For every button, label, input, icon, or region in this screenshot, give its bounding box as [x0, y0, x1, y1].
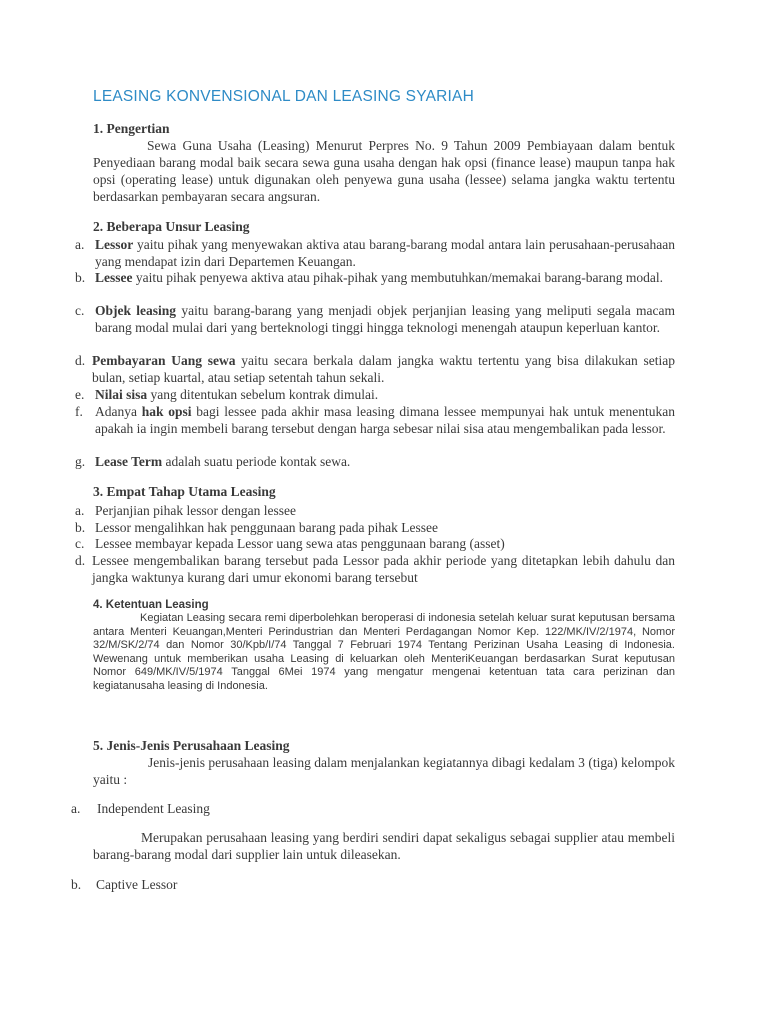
list-item	[75, 269, 675, 286]
list-item	[75, 535, 675, 552]
list-item	[75, 502, 675, 519]
definition: yaitu pihak yang menyewakan aktiva atau barang-barang modal antara lain perusahaan-perusahaan yang mendapat izin dari Departemen Keuangan.	[95, 237, 675, 269]
list-marker: c.	[75, 536, 85, 551]
list-item	[75, 519, 675, 536]
subsection-a-paragraph: Merupakan perusahaan leasing yang berdiri sendiri dapat sekaligus sebagai supplier atau membeli barang-barang modal dari supplier lain untuk dileasekan.	[93, 830, 675, 862]
list-item	[75, 403, 675, 437]
document-title: LEASING KONVENSIONAL DAN LEASING SYARIAH	[93, 88, 474, 105]
list-item	[75, 236, 675, 270]
term: Pembayaran Uang sewa	[92, 353, 236, 368]
section-5-paragraph: Jenis-jenis perusahaan leasing dalam menjalankan kegiatannya dibagi kedalam 3 (tiga) kelompok yaitu :	[93, 755, 675, 787]
list-marker: d.	[75, 553, 86, 568]
list-item	[75, 352, 675, 386]
list-marker: a.	[75, 237, 85, 252]
list-item	[75, 302, 675, 336]
list-marker: b.	[75, 270, 86, 285]
term: Objek leasing	[95, 303, 177, 318]
list-marker: b.	[75, 520, 86, 535]
definition: yaitu secara berkala dalam jangka waktu tertentu yang bisa dilakukan setiap bulan, setiap kuartal, atau setiap setentah tahun sekali.	[92, 353, 675, 385]
prefix: Adanya	[95, 404, 142, 419]
section-5-heading: 5. Jenis-Jenis Perusahaan Leasing	[93, 738, 290, 753]
list-marker: e.	[75, 387, 85, 402]
section-3-heading: 3. Empat Tahap Utama Leasing	[93, 484, 276, 499]
definition: yang ditentukan sebelum kontrak dimulai.	[147, 387, 379, 402]
definition: yaitu pihak penyewa aktiva atau pihak-pihak yang membutuhkan/memakai barang-barang modal.	[132, 270, 663, 285]
list-marker: a.	[71, 801, 81, 816]
subsection-b-label: Captive Lessor	[96, 877, 178, 892]
list-item-text	[95, 269, 675, 286]
list-item-text	[95, 236, 675, 270]
list-item	[75, 386, 675, 403]
subsection-b	[71, 876, 371, 893]
list-item	[75, 552, 675, 586]
section-1-heading: 1. Pengertian	[93, 121, 170, 136]
section-1-paragraph: Sewa Guna Usaha (Leasing) Menurut Perpres No. 9 Tahun 2009 Pembiayaan dalam bentuk Penyediaan barang modal baik secara sewa guna usaha dengan hak opsi (finance lease) maupun tanpa hak opsi (operating lease) untuk digunakan oleh penyewa guna usaha (lessee) selama jangka waktu tertentu berdasarkan pembayaran secara angsuran.	[93, 138, 675, 204]
term: Lessor	[95, 237, 134, 252]
definition: adalah suatu periode kontak sewa.	[162, 454, 351, 469]
definition: bagi lessee pada akhir masa leasing dimana lessee mempunyai hak untuk menentukan apakah ia ingin membeli barang tersebut dengan harga sebesar nilai sisa atau mengembalikan pada lessor.	[95, 404, 676, 436]
list-marker: c.	[75, 303, 85, 318]
list-item-text	[95, 302, 675, 336]
definition: yaitu barang-barang yang menjadi objek perjanjian leasing yang meliputi segala macam barang modal mulai dari yang berteknologi tinggi hingga teknologi menengah ataupun keperluan kantor.	[95, 303, 675, 335]
term: Nilai sisa	[95, 387, 148, 402]
list-item-text	[95, 453, 675, 470]
list-marker: f.	[75, 404, 83, 419]
section-4-paragraph: Kegiatan Leasing secara remi diperbolehkan beroperasi di indonesia setelah keluar surat keputusan bersama antara Menteri Keuangan,Menteri Perindustrian dan Menteri Perdagangan Nomor Kep. 122/MK/IV/2/1974, Nomor 32/M/SK/2/74 dan Nomor 30/Kpb/I/74 Tanggal 7 Februari 1974 Tentang Perizinan Usaha Leasing di Indonesia. Wewenang untuk memberikan usaha Leasing di keluarkan oleh MenteriKeuangan berdasarkan Surat keputusan Nomor 649/MK/IV/5/1974 Tanggal 6Mei 1974 yang mengatur mengenai ketentuan tata cara perizinan dan kegiatanusaha leasing di Indonesia.	[93, 612, 675, 692]
list-marker: d.	[75, 353, 86, 368]
subsection-a-label: Independent Leasing	[97, 801, 210, 816]
term: Lessee	[95, 270, 133, 285]
term: Lease Term	[95, 454, 163, 469]
list-marker: g.	[75, 454, 86, 469]
section-2-heading: 2. Beberapa Unsur Leasing	[93, 219, 250, 234]
list-marker: a.	[75, 503, 85, 518]
list-item-text: Lessee mengembalikan barang tersebut pada Lessor pada akhir periode yang ditetapkan lebih dahulu dan jangka waktunya kurang dari umur ekonomi barang tersebut	[92, 553, 675, 585]
list-item-text	[92, 352, 675, 386]
list-item-text: Lessor mengalihkan hak penggunaan barang pada pihak Lessee	[95, 520, 438, 535]
list-item-text: Perjanjian pihak lessor dengan lessee	[95, 503, 296, 518]
list-marker: b.	[71, 877, 82, 892]
list-item	[75, 453, 675, 470]
subsection-a	[71, 800, 371, 817]
list-item-text	[95, 386, 675, 403]
term: hak opsi	[141, 404, 192, 419]
list-item-text: Lessee membayar kepada Lessor uang sewa atas penggunaan barang (asset)	[95, 536, 505, 551]
section-4-heading: 4. Ketentuan Leasing	[93, 599, 209, 611]
list-item-text	[95, 403, 675, 437]
